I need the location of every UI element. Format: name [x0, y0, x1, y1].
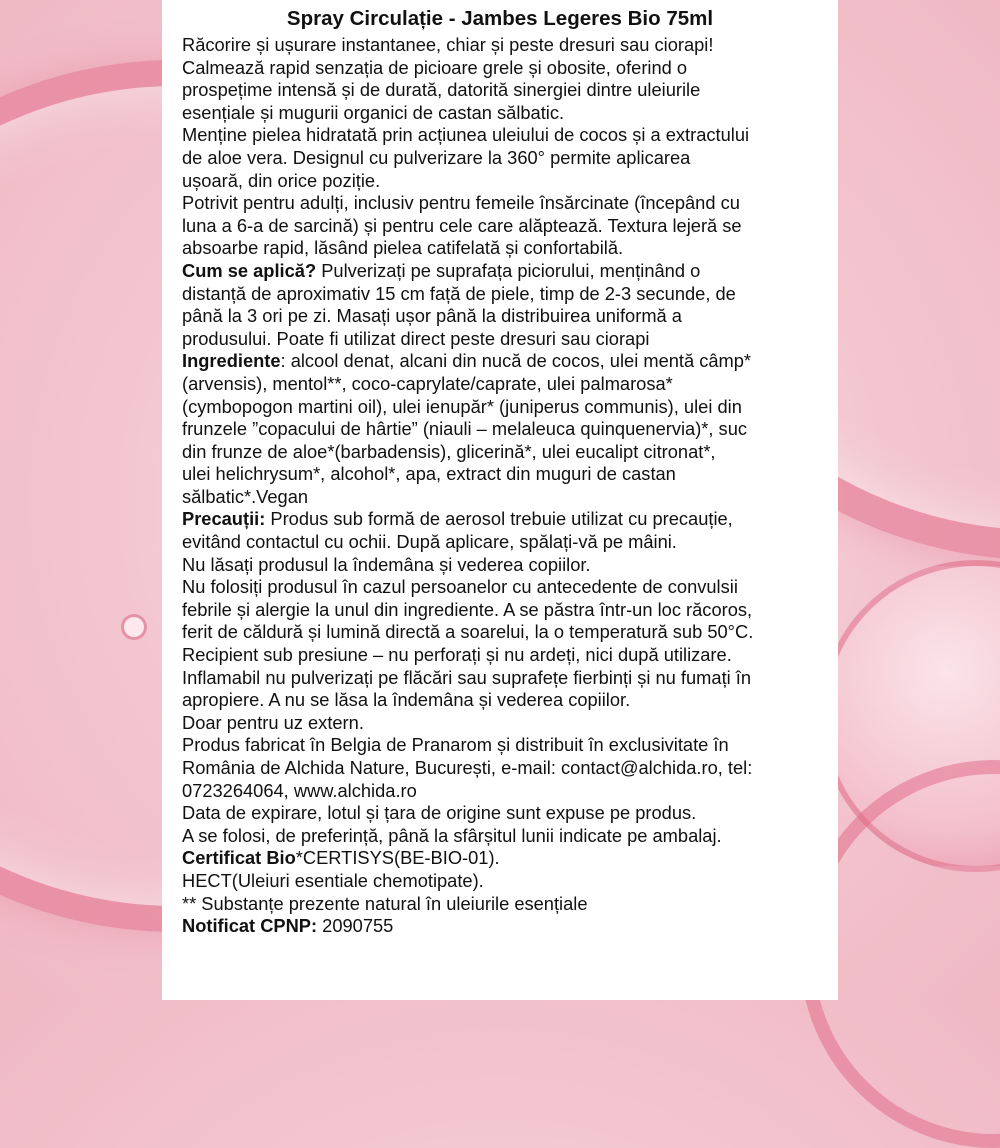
ingredients-first-text: : alcool denat, alcani din nucă de cocos, ulei mentă câmp*: [280, 350, 752, 372]
small-droplet: [121, 614, 147, 640]
precautions-line: febrile și alergie la unul din ingrediente. A se păstra într-un loc răcoros,: [182, 598, 753, 620]
ingredients-line: sălbatic*.Vegan: [182, 485, 309, 507]
usage-line: până la 3 ori pe zi. Masați ușor până la distribuirea uniformă a: [182, 305, 682, 327]
ingredients-line: (cymbopogon martini oil), ulei ienupăr* (juniperus communis), ulei din: [182, 395, 742, 417]
precautions-line: evitând contactul cu ochii. După aplicare, spălați-vă pe mâini.: [182, 531, 677, 553]
precautions-line: Data de expirare, lotul și țara de origine sunt expuse pe produs.: [182, 802, 697, 824]
intro-line: Calmează rapid senzația de picioare grele și obosite, oferind o: [182, 56, 688, 78]
intro-line: de aloe vera. Designul cu pulverizare la 360° permite aplicarea: [182, 146, 691, 168]
precautions-line: Recipient sub presiune – nu perforați și nu ardeți, nici după utilizare.: [182, 644, 732, 666]
ingredients-line: frunzele ”copacului de hârtie” (niauli – melaleuca quinquenervia)*, suc: [182, 418, 748, 440]
precautions-first-text: Produs sub formă de aerosol trebuie utilizat cu precauție,: [265, 508, 733, 530]
usage-first-text: Pulverizați pe suprafața piciorului, menținând o: [316, 259, 701, 281]
cpnp-value: 2090755: [317, 915, 394, 937]
precautions-line: A se folosi, de preferință, până la sfârșitul lunii indicate pe ambalaj.: [182, 824, 722, 846]
precautions-line: Nu folosiți produsul în cazul persoanelor cu antecedente de convulsii: [182, 576, 738, 598]
intro-line: esențiale și mugurii organici de castan sălbatic.: [182, 101, 565, 123]
ingredients-line: ulei helichrysum*, alcohol*, apa, extract din muguri de castan: [182, 463, 676, 485]
product-title: Spray Circulație - Jambes Legeres Bio 75ml: [286, 7, 714, 30]
intro-line: Potrivit pentru adulți, inclusiv pentru femeile însărcinate (începând cu: [182, 192, 740, 214]
footnote-line: ** Substanțe prezente natural în uleiurile esențiale: [182, 892, 588, 914]
label-body-text: [182, 34, 838, 938]
precautions-line: apropiere. A nu se lăsa la îndemâna și vederea copiilor.: [182, 689, 631, 711]
certification-heading: Certificat Bio: [182, 847, 296, 869]
precautions-line: Doar pentru uz extern.: [182, 711, 364, 733]
product-label-panel: [162, 0, 838, 1000]
ingredients-first-line: [182, 350, 838, 373]
ingredients-heading: Ingrediente: [182, 350, 281, 372]
intro-line: ușoară, din orice poziție.: [182, 169, 381, 191]
precautions-line: ferit de căldură și lumină directă a soarelui, la o temperatură sub 50°C.: [182, 621, 754, 643]
intro-line: prospețime intensă și de durată, datorită sinergiei dintre uleiurile: [182, 79, 701, 101]
bubble-right-middle: [820, 560, 1000, 872]
precautions-first-line: [182, 508, 838, 531]
ingredients-line: (arvensis), mentol**, coco-caprylate/caprate, ulei palmarosa*: [182, 372, 673, 394]
hect-line: HECT(Uleiuri esentiale chemotipate).: [182, 869, 484, 891]
intro-line: luna a 6-a de sarcină) și pentru cele care alăptează. Textura lejeră se: [182, 214, 742, 236]
usage-first-line: [182, 260, 838, 283]
precautions-line: Nu lăsați produsul la îndemâna și vederea copiilor.: [182, 553, 591, 575]
precautions-line: România de Alchida Nature, București, e-mail: contact@alchida.ro, tel:: [182, 757, 753, 778]
certification-line: [182, 847, 838, 870]
ingredients-line: din frunze de aloe*(barbadensis), glicerină*, ulei eucalipt citronat*,: [182, 440, 716, 462]
usage-line: produsului. Poate fi utilizat direct peste dresuri sau ciorapi: [182, 327, 650, 349]
precautions-line: 0723264064, www.alchida.ro: [182, 779, 417, 801]
usage-heading: Cum se aplică?: [182, 259, 317, 281]
intro-line: Menține pielea hidratată prin acțiunea uleiului de cocos și a extractului: [182, 124, 750, 146]
certification-text: *CERTISYS(BE-BIO-01).: [295, 847, 500, 869]
intro-line: Răcorire și ușurare instantanee, chiar și peste dresuri sau ciorapi!: [182, 34, 714, 55]
precautions-heading: Precauții:: [182, 508, 266, 530]
cpnp-heading: Notificat CPNP:: [182, 915, 318, 937]
precautions-line: Produs fabricat în Belgia de Pranarom și distribuit în exclusivitate în: [182, 734, 729, 756]
precautions-line: Inflamabil nu pulverizați pe flăcări sau suprafețe fierbinți și nu fumați în: [182, 666, 752, 688]
intro-line: absoarbe rapid, lăsând pielea catifelată și confortabilă.: [182, 237, 624, 259]
cpnp-line: [182, 915, 838, 938]
usage-line: distanță de aproximativ 15 cm față de piele, timp de 2-3 secunde, de: [182, 282, 736, 304]
